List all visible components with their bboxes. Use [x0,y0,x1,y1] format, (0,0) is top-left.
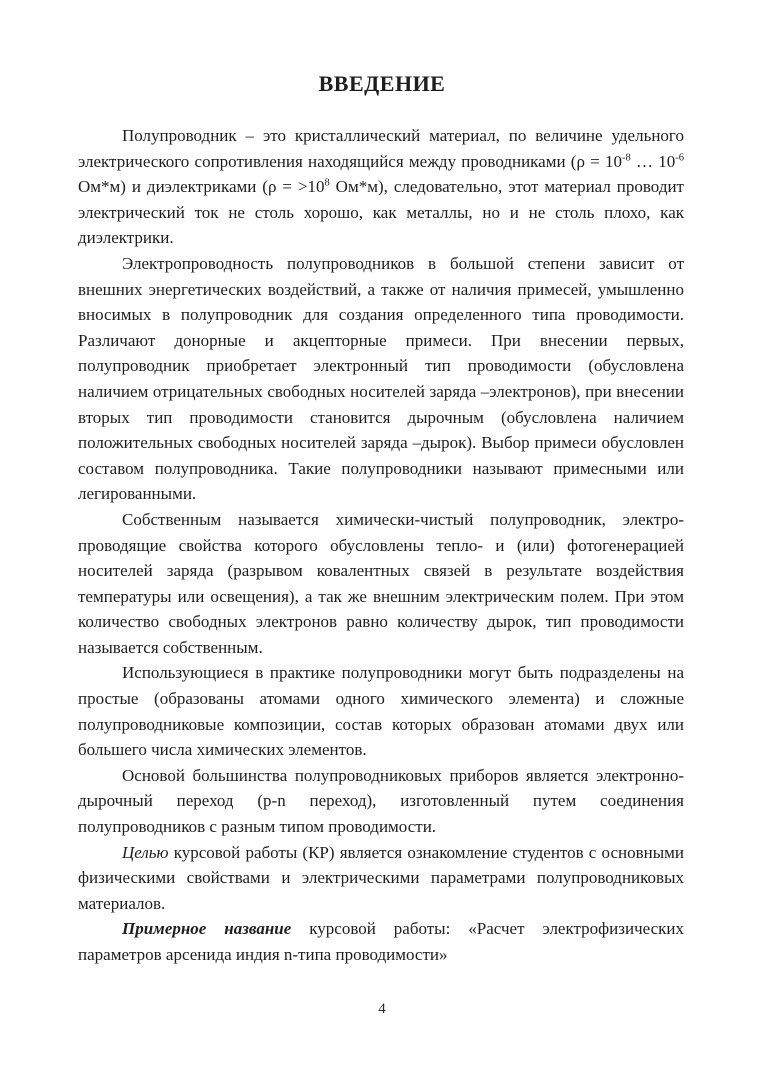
paragraph-3 [78,507,684,661]
document-title: ВВЕДЕНИЕ [318,71,446,96]
text-run: Примерное название [122,919,292,939]
page-number: 4 [378,1001,386,1017]
paragraph-2 [78,251,684,507]
paragraph-4 [78,660,684,762]
text-run: курсовой работы (КР) является ознакомление студентов с основными физическими свойствами и электрическими параметрами полупроводниковых материалов. [78,842,684,913]
text-run: … 10 [630,151,676,171]
superscript-run: -6 [675,151,684,163]
text-run: Электропроводность полупроводников в большой степени зависит от внешних энергетических воздействий, а также от наличия примесей, умышленно вносимых в полупроводник для создания определенного типа проводимости. Различают донорные и акцепторные примеси. При внесении первых, полупроводник приобретает электронный тип проводимости (обусловлена наличием отрицательных свободных носителей заряда –электронов), при внесении вторых тип проводимости становится дырочным (обусловлена наличием положительных свободных носителей заряда –дырок). Выбор примеси обусловлен составом полупроводника. Такие полупроводники называют примесными или легированными. [78,253,684,504]
text-run: Полупроводник – это кристаллический материал, по величине удельного электрического сопротивления находящийся между проводниками (ρ = 10 [78,126,684,171]
paragraph-1 [78,123,684,251]
text-run: Ом*м), следовательно, этот материал проводит электрический ток не столь хорошо, как металлы, но и не столь плохо, как диэлектрики. [78,177,684,248]
text-run: Целью [122,842,169,862]
text-run: Использующиеся в практике полупроводники могут быть подразделены на простые (образованы атомами одного химического элемента) и сложные полупроводниковые композиции, состав которых образован атомами двух или большего числа химических элементов. [78,663,684,760]
document-body [0,123,764,968]
text-run: Основой большинства полупроводниковых приборов является электронно-дырочный переход (p-n переход), изготовленный путем соединения полупроводников с разным типом проводимости. [78,765,684,837]
text-run: Ом*м) и диэлектриками (ρ = >10 [78,177,325,197]
paragraph-5 [78,763,684,840]
paragraph-6 [78,840,684,917]
superscript-run: 8 [324,177,330,189]
paragraph-7 [78,916,684,967]
text-run: Собственным называется химически-чистый полупроводник, электро-проводящие свойства которого обусловлены тепло- и (или) фотогенерацией носителей заряда (разрывом ковалентных связей в результате воздействия температуры или освещения), а так же внешним электрическим полем. При этом количество свободных электронов равно количеству дырок, тип проводимости называется собственным. [78,509,684,657]
superscript-run: -8 [621,151,631,163]
text-run: курсовой работы: «Расчет электрофизических параметров арсенида индия n-типа проводимости» [78,919,684,964]
